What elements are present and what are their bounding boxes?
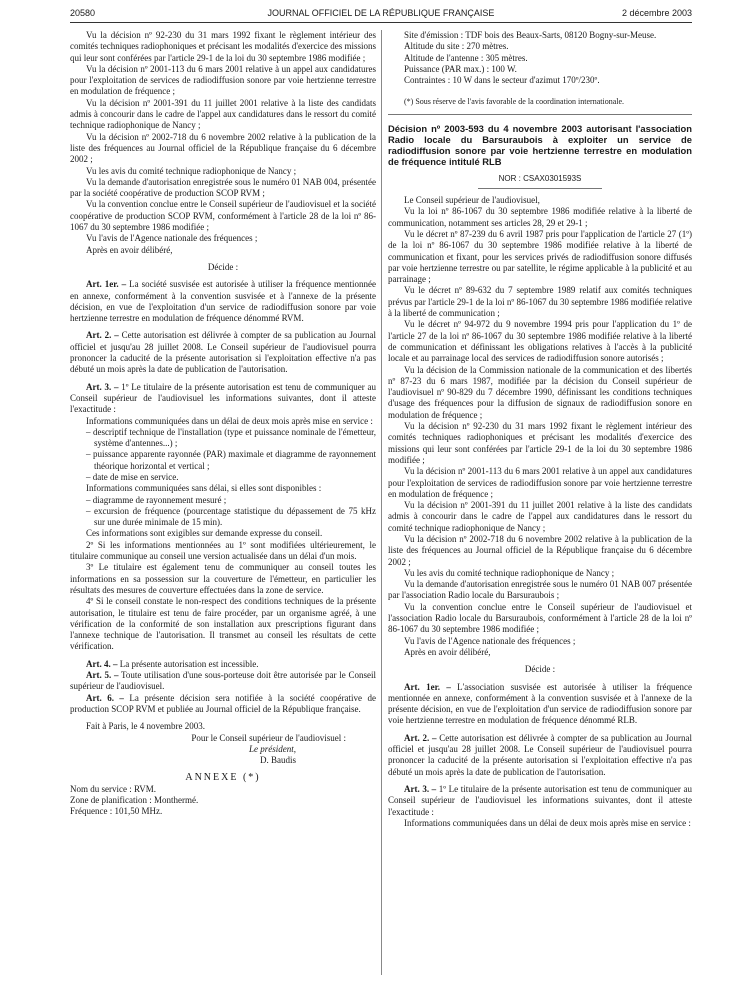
visa-paragraph: Vu la loi nº 86-1067 du 30 septembre 1986 modifiée relative à la liberté de communication, notamment ses articles 28, 29 et 29-1 ; <box>388 206 692 228</box>
annex-title: ANNEXE (*) <box>185 772 261 784</box>
annex-line: Zone de planification : Monthermé. <box>70 795 199 805</box>
visa-paragraph: Après en avoir délibéré, <box>404 646 491 657</box>
article-2 <box>70 330 376 375</box>
article-text: La société susvisée est autorisée à utiliser la fréquence mentionnée en annexe, conformément à la convention susvisée et à l'annexe de la présente décision, en vue de l'exploitation d'un service de radiodiffusion sonore par voie hertzienne terrestre en modulation de fréquence dénommé RVM. <box>70 279 377 324</box>
nor-rule <box>478 188 602 189</box>
visa-paragraph: Vu la décision nº 2001-113 du 6 mars 2001 relative à un appel aux candidatures pour l'exploitation de services de radiodiffusion sonore par voie hertzienne terrestre en modulation de fréquence ; <box>388 466 692 499</box>
article-1 <box>388 682 692 727</box>
article-label: Art. 6. – <box>86 692 124 703</box>
decide-heading: Décide : <box>207 261 239 272</box>
visa-paragraph: Vu la décision nº 2001-113 du 6 mars 2001 relative à un appel aux candidatures pour l'exploitation de services de radiodiffusion sonore par voie hertzienne terrestre en modulation de fréquence ; <box>70 63 376 97</box>
section-separator <box>388 114 692 115</box>
article-label: Art. 5. – <box>86 670 119 681</box>
site-line: Contraintes : 10 W dans le secteur d'azimut 170º/230º. <box>404 75 600 86</box>
article-text: Cette autorisation est délivrée à compter de sa publication au Journal officiel et jusqu'au 28 juillet 2008. Le Conseil supérieur de l'audiovisuel pourra prononcer la caducité de la présente autorisation si l'exploitation effective n'a pas débuté un mois après la date de publication de l'autorisation. <box>70 330 376 375</box>
done-at: Fait à Paris, le 4 novembre 2003. <box>86 721 205 732</box>
article-text: Cette autorisation est délivrée à compter de sa publication au Journal officiel et jusqu'au 28 juillet 2008. Le Conseil supérieur de l'audiovisuel pourra prononcer la caducité de la présente autorisation si l'exploitation effective n'a pas débuté un mois après la date de publication de l'autorisation. <box>388 732 693 777</box>
visa-paragraph: Vu les avis du comité technique radiophonique de Nancy ; <box>86 165 297 176</box>
article-label: Art. 4. – <box>86 658 118 669</box>
info-two-months: Informations communiquées dans un délai de deux mois après mise en service : <box>86 415 373 426</box>
annex-line: Fréquence : 101,50 MHz. <box>70 806 163 817</box>
info-no-delay: Informations communiquées sans délai, si elles sont disponibles : <box>86 483 322 494</box>
page-number: 20580 <box>70 8 96 18</box>
visa-paragraph: Vu la décision nº 2002-718 du 6 novembre 2002 relative à la publication de la liste des fréquences au Journal officiel de la République française du 6 décembre 2002 ; <box>388 533 692 567</box>
article-text: La présente décision sera notifiée à la société coopérative de production SCOP RVM et publiée au Journal officiel de la République française. <box>70 692 376 714</box>
visa-paragraph: Vu le décret nº 87-239 du 6 avril 1987 pris pour l'application de l'article 27 (1º) de la loi nº 86-1067 du 30 septembre 1986 modifiée relative à la liberté de communication et fixant, pour les services privés de radiodiffusion sonore diffusés par voie hertzienne terrestre ou par satellite, le régime applicable à la publicité et au parrainage ; <box>388 228 692 285</box>
dash-item: – excursion de fréquence (pourcentage statistique du dépassement de 75 kHz sur une durée minimale de 15 min). <box>86 505 376 528</box>
info-two-months: Informations communiquées dans un délai de deux mois après mise en service : <box>404 817 691 828</box>
point-2: 2º Si les informations mentionnées au 1º sont modifiées ultérieurement, le titulaire communique au conseil une version actualisée dans un délai d'un mois. <box>70 539 376 562</box>
visa-paragraph: Vu la décision de la Commission nationale de la communication et des libertés nº 87-23 du 6 mars 1987, modifiée par la décision du Conseil supérieur de l'audiovisuel nº 90-829 du 7 décembre 1990, définissant les conditions techniques d'usage des fréquences pour la diffusion de signaux de radiodiffusion sonore en modulation de fréquence ; <box>388 364 692 420</box>
article-2 <box>388 733 692 778</box>
article-label: Art. 2. – <box>86 330 119 341</box>
article-text: La présente autorisation est incessible. <box>119 658 259 669</box>
article-3 <box>388 784 692 818</box>
article-5 <box>70 670 376 693</box>
point-3: 3º Le titulaire est également tenu de communiquer au conseil toutes les informations en sa possession sur la couverture de l'émetteur, en particulier les résultats des mesures de couverture effectuées dans la zone de service. <box>70 562 376 595</box>
site-line: Altitude de l'antenne : 305 mètres. <box>404 52 528 63</box>
visa-paragraph: Vu la décision nº 92-230 du 31 mars 1992 fixant le règlement intérieur des comités techniques radiophoniques et précisant les modalités d'exercice des missions qui leur sont conférées par l'article 29-1 de la loi du 30 septembre 1986 modifiée ; <box>70 30 376 63</box>
site-line: Altitude du site : 270 mètres. <box>404 41 509 52</box>
visa-paragraph: Vu la décision nº 2002-718 du 6 novembre 2002 relative à la publication de la liste des fréquences au Journal officiel de la République française du 6 décembre 2002 ; <box>70 131 376 165</box>
visa-paragraph: Vu les avis du comité technique radiophonique de Nancy ; <box>404 567 615 578</box>
visa-paragraph: Après en avoir délibéré, <box>86 244 173 255</box>
visa-list-left <box>70 30 376 256</box>
visa-paragraph: Vu la convention conclue entre le Conseil supérieur de l'audiovisuel et la société coopérative de production SCOP RVM, conformément à l'article 28 de la loi nº 86-1067 du 30 septembre 1986 modifiée ; <box>70 199 376 233</box>
article-label: Art. 1er. – <box>86 279 127 290</box>
visa-paragraph: Vu le décret nº 94-972 du 9 novembre 1994 pris pour l'application du 1º de l'article 27 de la loi nº 86-1067 du 30 septembre 1986 modifiée relative à la liberté de communication et définissant les obligations relatives à l'accès à la publicité locale et au parrainage local des services de radiodiffusion sonore autorisés ; <box>388 319 692 364</box>
article-4 <box>70 659 376 670</box>
visa-paragraph: Vu l'avis de l'Agence nationale des fréquences ; <box>404 635 576 646</box>
visa-list-right <box>388 206 692 658</box>
visa-paragraph: Vu l'avis de l'Agence nationale des fréquences ; <box>86 233 258 244</box>
article-label: Art. 3. – <box>86 381 119 392</box>
info-demand: Ces informations sont exigibles sur demande expresse du conseil. <box>86 528 323 539</box>
article-label: Art. 2. – <box>404 732 437 743</box>
article-text: L'association susvisée est autorisée à utiliser la fréquence mentionnée en annexe, conformément à la convention susvisée et à l'annexe de la présente décision, en vue de l'exploitation d'un service de radiodiffusion sonore par voie hertzienne terrestre en modulation de fréquence dénommé RLB. <box>388 681 693 726</box>
nor-reference: NOR : CSAX0301593S <box>498 173 582 183</box>
dash-item: – date de mise en service. <box>86 471 179 482</box>
decision-title: Décision nº 2003-593 du 4 novembre 2003 autorisant l'association Radio locale du Barsuraubois à exploiter un service de radiodiffusion sonore par voie hertzienne terrestre en modulation de fréquence intitulé RLB <box>388 122 692 167</box>
article-1 <box>70 279 376 324</box>
article-label: Art. 3. – <box>404 783 437 794</box>
visa-paragraph: Vu la décision nº 92-230 du 31 mars 1992 fixant le règlement intérieur des comités techniques radiophoniques et précisant les modalités d'exercice des missions qui leur sont conférées par l'article 29-1 de la loi du 30 septembre 1986 modifiée ; <box>388 421 692 465</box>
visa-paragraph: Vu la décision nº 2001-391 du 11 juillet 2001 relative à la liste des candidats admis à concourir dans le cadre de l'appel aux candidatures dans le ressort du comité technique radiophonique de Nancy ; <box>70 97 376 131</box>
journal-title: JOURNAL OFFICIEL DE LA RÉPUBLIQUE FRANÇAISE <box>267 8 495 18</box>
site-line: Site d'émission : TDF bois des Beaux-Sarts, 08120 Bogny-sur-Meuse. <box>404 30 657 40</box>
visa-paragraph: Vu la décision nº 2001-391 du 11 juillet 2001 relative à la liste des candidats admis à concourir dans le cadre de l'appel aux candidatures dans le ressort du comité technique radiophonique de Nancy ; <box>388 500 692 533</box>
signature-role: Le président, <box>249 743 296 754</box>
page-header <box>70 8 692 22</box>
footnote: (*) Sous réserve de l'avis favorable de la coordination internationale. <box>404 97 625 107</box>
article-text: 1º Le titulaire de la présente autorisation est tenu de communiquer au Conseil supérieur de l'audiovisuel les informations suivantes, dont il atteste l'exactitude : <box>388 783 692 817</box>
article-text: Toute utilisation d'une sous-porteuse doit être autorisée par le Conseil supérieur de l'audiovisuel. <box>70 670 377 692</box>
article-text: 1º Le titulaire de la présente autorisation est tenu de communiquer au Conseil supérieur de l'audiovisuel les informations suivantes, dont il atteste l'exactitude : <box>70 381 376 415</box>
signature-name: D. Baudis <box>260 755 296 766</box>
column-divider <box>381 30 382 975</box>
header-rule <box>70 22 692 23</box>
dash-item: – diagramme de rayonnement mesuré ; <box>86 494 227 505</box>
intro: Le Conseil supérieur de l'audiovisuel, <box>404 195 540 206</box>
article-6 <box>70 693 376 716</box>
dash-item: – descriptif technique de l'installation (type et puissance nominale de l'émetteur, système d'antennes...) ; <box>86 426 376 449</box>
article-label: Art. 1er. – <box>404 681 451 692</box>
site-line: Puissance (PAR max.) : 100 W. <box>404 63 517 74</box>
signature-line: Pour le Conseil supérieur de l'audiovisuel : <box>191 732 346 743</box>
point-4: 4º Si le conseil constate le non-respect des conditions techniques de la présente autorisation, le titulaire est tenu de faire procéder, par un organisme agréé, à une vérification de la conformité de son installation aux prescriptions figurant dans l'annexe technique de l'autorisation. Il transmet au conseil les résultats de cette vérification. <box>70 596 376 652</box>
visa-paragraph: Vu la demande d'autorisation enregistrée sous le numéro 01 NAB 007 présentée par l'association Radio locale du Barsuraubois ; <box>388 579 692 601</box>
article-3 <box>70 382 376 416</box>
decide-heading: Décide : <box>524 664 556 675</box>
visa-paragraph: Vu la convention conclue entre le Conseil supérieur de l'audiovisuel et l'association Radio locale du Barsuraubois, conformément à l'article 28 de la loi nº 86-1067 du 30 septembre 1986 modifiée ; <box>388 601 692 635</box>
left-column <box>70 30 376 818</box>
dash-item: – puissance apparente rayonnée (PAR) maximale et diagramme de rayonnement théorique horizontal et vertical ; <box>86 449 376 471</box>
right-column <box>388 30 692 829</box>
visa-paragraph: Vu la demande d'autorisation enregistrée sous le numéro 01 NAB 004, présentée par la société coopérative de production SCOP RVM ; <box>70 176 376 199</box>
visa-paragraph: Vu le décret nº 89-632 du 7 septembre 1989 relatif aux comités techniques prévus par l'article 29-1 de la loi nº 86-1067 du 30 septembre 1986 modifiée relative à la liberté de communication ; <box>388 285 692 319</box>
annex-line: Nom du service : RVM. <box>70 783 157 794</box>
issue-date: 2 décembre 2003 <box>621 8 692 18</box>
